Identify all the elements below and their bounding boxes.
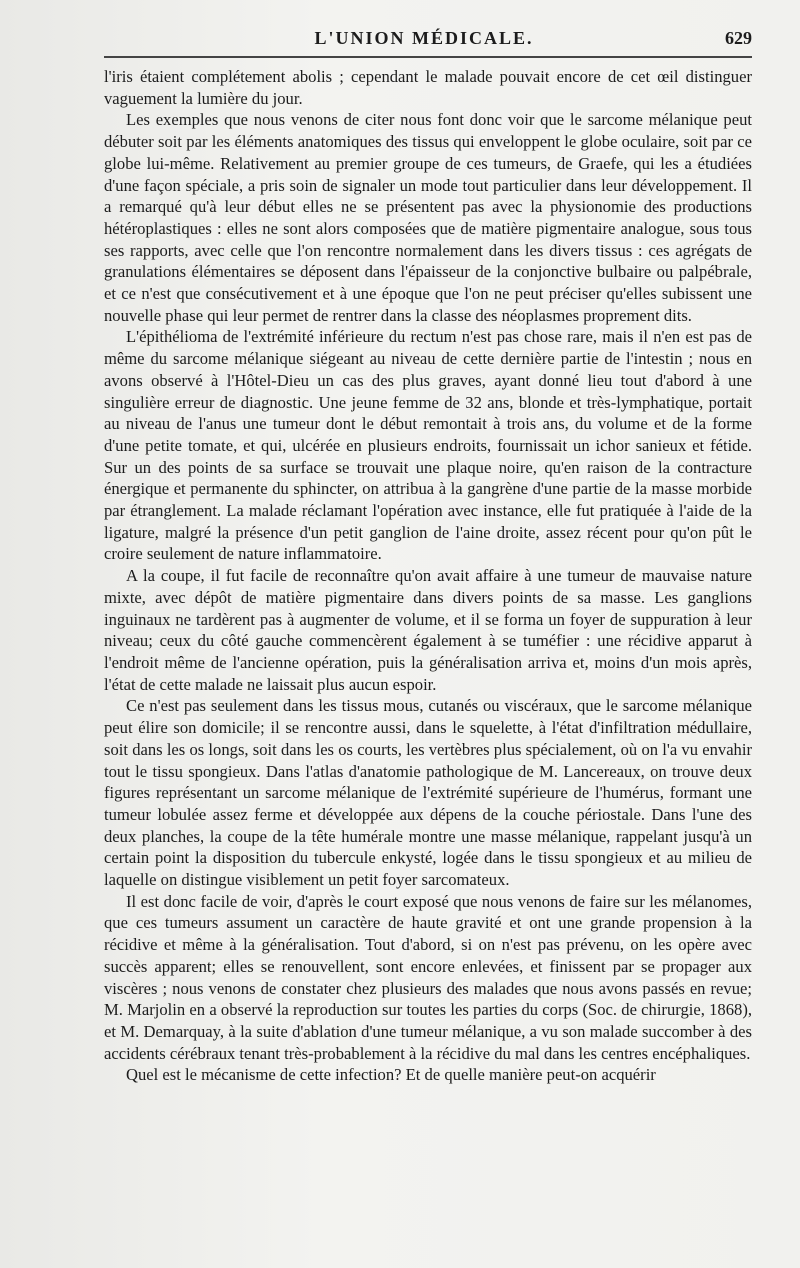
paragraph-7: Quel est le mécanisme de cette infection? Et de quelle manière peut-on acquérir — [126, 1065, 656, 1085]
paragraph-2: Les exemples que nous venons de citer nous font donc voir que le sarcome mélanique peut débuter soit par les éléments anatomiques des tissus qui enveloppent le globe oculaire, soit par ce globe lui-même. Relativement au premier groupe de ces tumeurs, de Graefe, qui les a étudiées d'une façon spéciale, a pris soin de signaler un mode tout particulier dans leur développement. Il a remarqué qu'à leur début elles ne se présentent pas avec la physionomie des productions hétéroplastiques : elles ne sont alors composées que de matière pigmentaire analogue, sous tous ses rapports, avec celle que l'on rencontre normalement dans les divers tissus : ces agrégats de granulations élémentaires se déposent dans l'épaisseur de la conjonctive bulbaire ou palpébrale, et ce n'est que consécutivement et à une époque que l'on ne peut préciser qu'elles subissent une nouvelle phase qui leur permet de rentrer dans la classe des néoplasmes proprement dits. — [104, 110, 752, 325]
paragraph-1: l'iris étaient complétement abolis ; cependant le malade pouvait encore de cet œil distinguer vaguement la lumière du jour. — [104, 67, 752, 108]
paragraph-4: A la coupe, il fut facile de reconnaître qu'on avait affaire à une tumeur de mauvaise nature mixte, avec dépôt de matière pigmentaire dans divers points de sa masse. Les ganglions inguinaux ne tardèrent pas à augmenter de volume, et il se forma un foyer de suppuration à leur niveau; ceux du côté gauche commencèrent également à se tuméfier : une récidive apparut à l'endroit même de l'ancienne opération, puis la généralisation arriva et, moins d'un mois après, l'état de cette malade ne laissait plus aucun espoir. — [104, 566, 752, 694]
paragraph-3: L'épithélioma de l'extrémité inférieure du rectum n'est pas chose rare, mais il n'en est pas de même du sarcome mélanique siégeant au niveau de cette dernière partie de l'intestin ; nous en avons observé à l'Hôtel-Dieu un cas des plus graves, ayant donné lieu tout d'abord à une singulière erreur de diagnostic. Une jeune femme de 32 ans, blonde et très-lymphatique, portait au niveau de l'anus une tumeur dont le début remontait à trois ans, du volume et de la forme d'une petite tomate, et qui, ulcérée en plusieurs endroits, fournissait un ichor sanieux et fétide. Sur un des points de sa surface se trouvait une plaque noire, qu'en raison de la contracture énergique et permanente du sphincter, on attribua à la gangrène d'une partie de la masse morbide par étranglement. La malade réclamant l'opération avec instance, elle fut pratiquée à l'aide de la ligature, malgré la présence d'un petit ganglion de l'aine droite, assez récent pour qu'on pût le croire seulement de nature inflammatoire. — [104, 327, 752, 564]
journal-title: L'UNION MÉDICALE. — [314, 28, 534, 48]
page-number: 629 — [725, 28, 752, 48]
article-body — [104, 66, 752, 1086]
paragraph-5: Ce n'est pas seulement dans les tissus mous, cutanés ou viscéraux, que le sarcome mélanique peut élire son domicile; il se rencontre aussi, dans le squelette, à l'état d'infiltration médullaire, soit dans les os longs, soit dans les os courts, les vertèbres plus spécialement, où on l'a vu envahir tout le tissu spongieux. Dans l'atlas d'anatomie pathologique de M. Lancereaux, on trouve deux figures représentant un sarcome mélanique de l'extrémité supérieure de l'humérus, formant une tumeur lobulée assez ferme et développée aux dépens de la couche périostale. Dans l'une des deux planches, la coupe de la tête humérale montre une masse mélanique, rappelant jusqu'à un certain point la disposition du tubercule enkysté, logée dans le tissu spongieux et au milieu de laquelle on distingue visiblement un petit foyer sarcomateux. — [104, 696, 752, 890]
header-rule — [104, 56, 752, 58]
paragraph-6: Il est donc facile de voir, d'après le court exposé que nous venons de faire sur les mélanomes, que ces tumeurs assument un caractère de haute gravité et ont une grande propension à la récidive et même à la généralisation. Tout d'abord, si on n'est pas prévenu, on les opère avec succès apparent; elles se renouvellent, sont encore enlevées, et finissent par se propager aux viscères ; nous venons de constater chez plusieurs des malades que nous avons passés en revue; M. Marjolin en a observé la reproduction sur toutes les parties du corps (Soc. de chirurgie, 1868), et M. Demarquay, à la suite d'ablation d'une tumeur mélanique, a vu son malade succomber à des accidents cérébraux tenant très-probablement à la récidive du mal dans les centres encéphaliques. — [104, 891, 752, 1063]
running-header — [96, 22, 752, 52]
